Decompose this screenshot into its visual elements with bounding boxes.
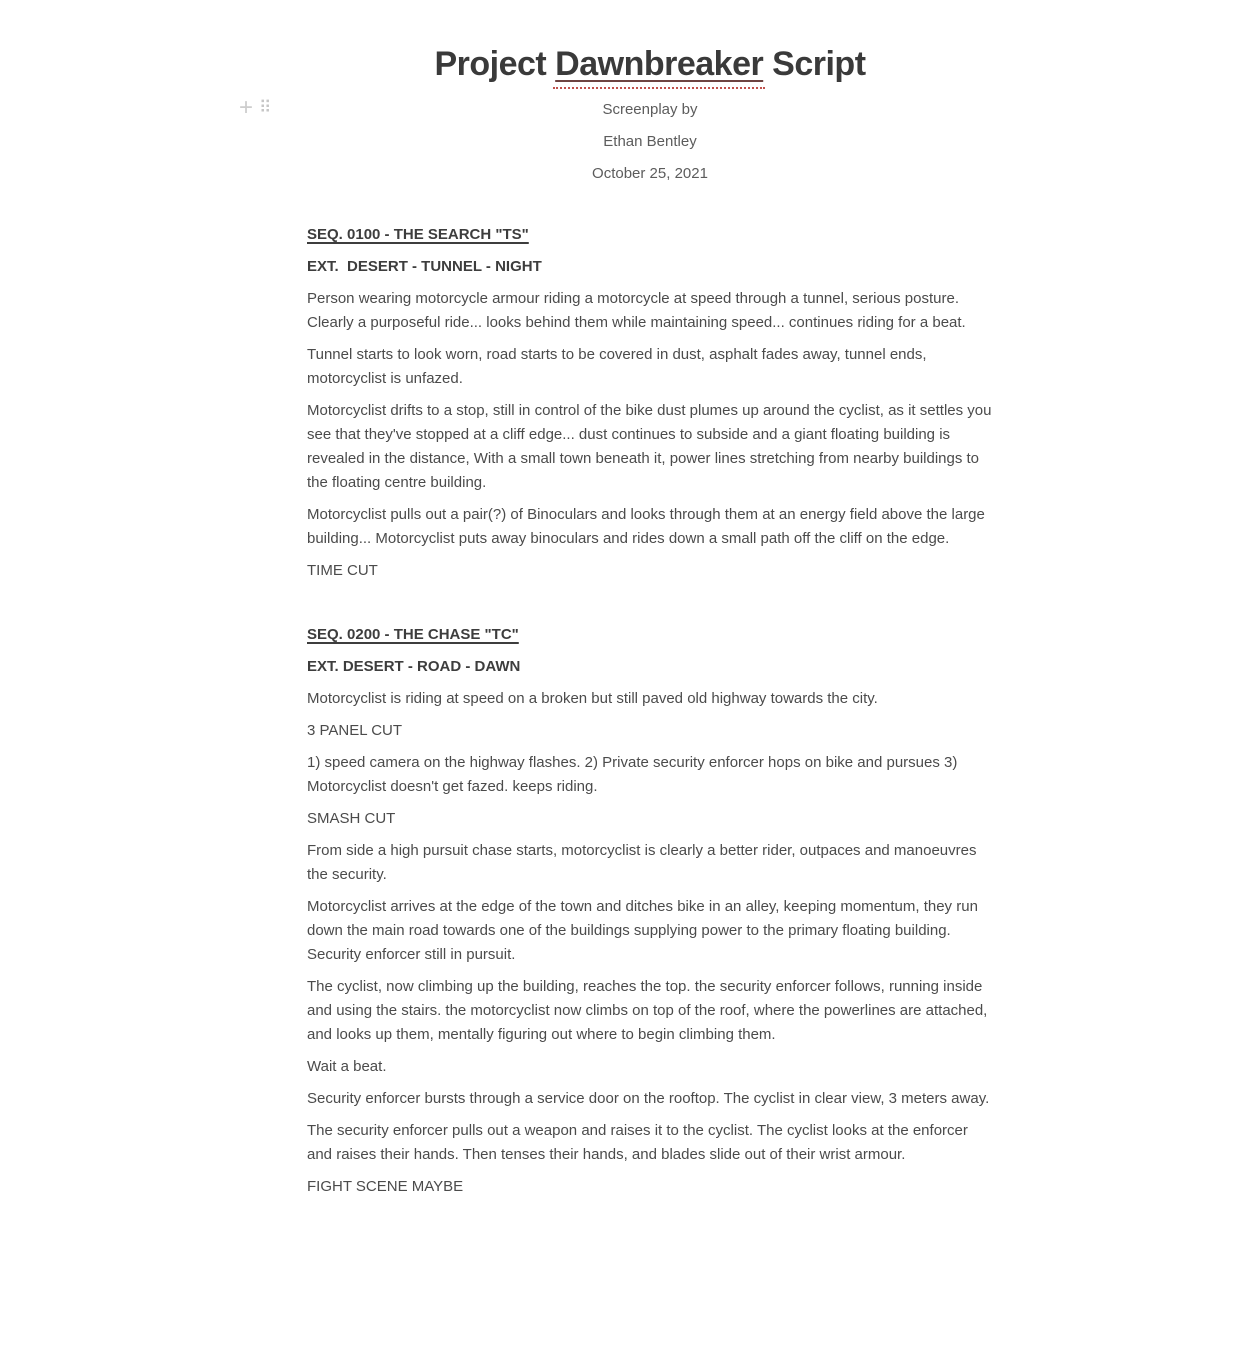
block-spacer: [307, 591, 993, 615]
byline-author[interactable]: Ethan Bentley: [603, 133, 697, 150]
byline-screenplay-by[interactable]: Screenplay by: [602, 101, 698, 118]
action-paragraph[interactable]: Motorcyclist is riding at speed on a broken but still paved old highway towards the city.: [307, 690, 878, 707]
action-paragraph[interactable]: Person wearing motorcycle armour riding a motorcycle at speed through a tunnel, serious posture. Clearly a purposeful ride... looks behind them while maintaining speed... continues riding for a beat.: [307, 290, 966, 331]
sequence-heading[interactable]: SEQ. 0200 - THE CHASE "TC": [307, 626, 519, 643]
scene-slugline[interactable]: EXT. DESERT - ROAD - DAWN: [307, 658, 521, 675]
document: [307, 0, 996, 1199]
action-paragraph[interactable]: Tunnel starts to look worn, road starts to be covered in dust, asphalt fades away, tunnel ends, motorcyclist is unfazed.: [307, 346, 931, 387]
script-body: [307, 223, 996, 1199]
action-paragraph[interactable]: Motorcyclist drifts to a stop, still in control of the bike dust plumes up around the cyclist, as it settles you see that they've stopped at a cliff edge... dust continues to subside and a giant floating building is revealed in the distance, With a small town beneath it, power lines stretching from nearby buildings to the floating centre building.: [307, 402, 996, 491]
action-paragraph[interactable]: 1) speed camera on the highway flashes. 2) Private security enforcer hops on bike and pursues 3) Motorcyclist doesn't get fazed. keeps riding.: [307, 754, 962, 795]
action-paragraph[interactable]: From side a high pursuit chase starts, motorcyclist is clearly a better rider, outpaces and manoeuvres the security.: [307, 842, 981, 883]
block-controls: [239, 96, 269, 120]
action-paragraph[interactable]: Motorcyclist arrives at the edge of the town and ditches bike in an alley, keeping momentum, they run down the main road towards one of the buildings supplying power to the primary floating building. Security enforcer still in pursuit.: [307, 898, 983, 963]
action-paragraph[interactable]: Motorcyclist pulls out a pair(?) of Binoculars and looks through them at an energy field above the large building... Motorcyclist puts away binoculars and rides down a small path off the cliff on the edge.: [307, 506, 990, 547]
scene-slugline[interactable]: EXT. DESERT - TUNNEL - NIGHT: [307, 258, 542, 275]
action-paragraph[interactable]: FIGHT SCENE MAYBE: [307, 1178, 464, 1195]
action-paragraph[interactable]: The security enforcer pulls out a weapon and raises it to the cyclist. The cyclist looks at the enforcer and raises their hands. Then tenses their hands, and blades slide out of their wrist armour.: [307, 1122, 973, 1163]
action-paragraph[interactable]: 3 PANEL CUT: [307, 722, 403, 739]
add-block-icon[interactable]: +: [239, 94, 254, 121]
title-segment-pre: Project: [434, 45, 556, 83]
title-segment-post: Script: [763, 45, 866, 83]
page-title[interactable]: [307, 0, 993, 88]
title-misspelled-word[interactable]: Dawnbreaker: [555, 45, 764, 83]
action-paragraph[interactable]: Security enforcer bursts through a service door on the rooftop. The cyclist in clear view, 3 meters away.: [307, 1090, 990, 1107]
action-paragraph[interactable]: TIME CUT: [307, 562, 378, 579]
action-paragraph[interactable]: Wait a beat.: [307, 1058, 387, 1075]
sequence-heading[interactable]: SEQ. 0100 - THE SEARCH "TS": [307, 226, 529, 243]
byline-date[interactable]: October 25, 2021: [592, 165, 708, 182]
action-paragraph[interactable]: The cyclist, now climbing up the building, reaches the top. the security enforcer follows, running inside and using the stairs. the motorcyclist now climbs on top of the roof, where the powerlines are attached, and looks up them, mentally figuring out where to begin climbing them.: [307, 978, 992, 1043]
byline: [307, 94, 993, 190]
action-paragraph[interactable]: SMASH CUT: [307, 810, 396, 827]
drag-handle-icon[interactable]: ⠿: [259, 97, 270, 118]
